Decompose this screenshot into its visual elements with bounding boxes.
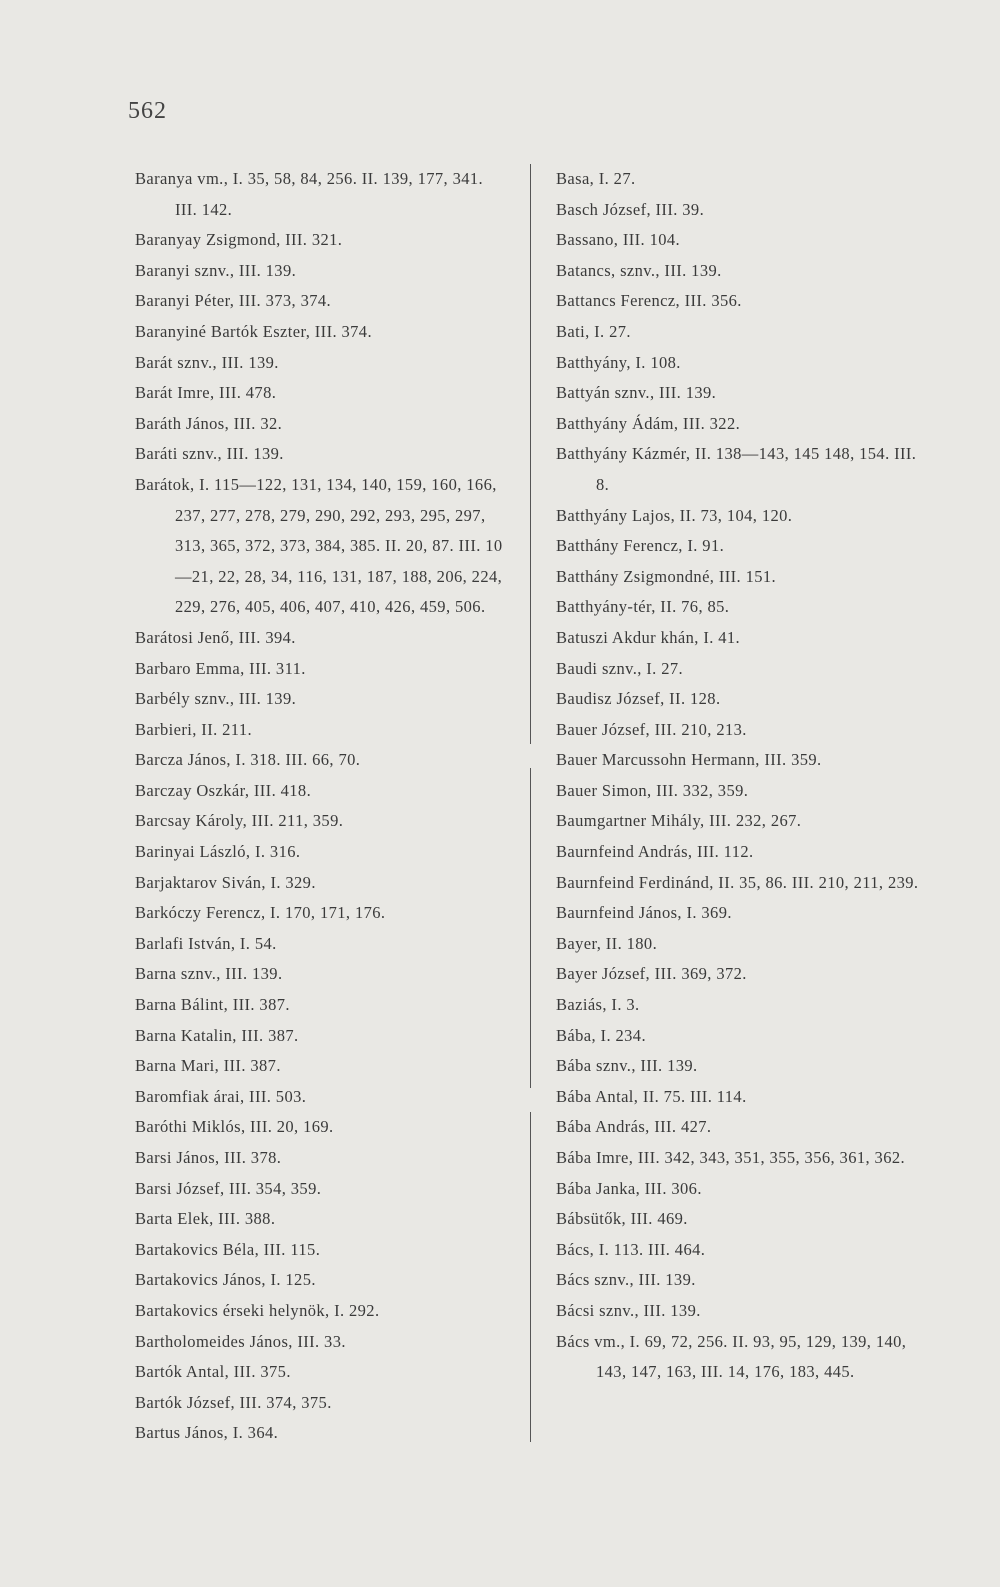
- index-entry: Bábsütők, III. 469.: [556, 1209, 688, 1229]
- index-entry: Baróthi Miklós, III. 20, 169.: [135, 1117, 334, 1137]
- index-entry: Basch József, III. 39.: [556, 199, 705, 219]
- index-entry: Baurnfeind András, III. 112.: [556, 842, 754, 862]
- index-entry: Barczay Oszkár, III. 418.: [135, 780, 312, 800]
- index-entry: Bába sznv., III. 139.: [556, 1056, 698, 1076]
- index-entry: Baudi sznv., I. 27.: [556, 658, 684, 678]
- index-entry: Barsi János, III. 378.: [135, 1148, 282, 1167]
- index-entry: Baráth János, III. 32.: [135, 413, 283, 433]
- index-column-right: [556, 164, 926, 1388]
- index-entry: Batthyány Lajos, II. 73, 104, 120.: [556, 505, 793, 525]
- index-entry: Barinyai László, I. 316.: [135, 842, 301, 862]
- index-entry: Barlafi István, I. 54.: [135, 933, 277, 953]
- index-entry: Bayer József, III. 369, 372.: [556, 964, 747, 984]
- index-entry: Barátok, I. 115—122, 131, 134, 140, 159, 160, 166, 237, 277, 278, 279, 290, 292, 293, 295, 297, 313, 365, 372, 373, 384, 385. II. 20, 87. III. 10—21, 22, 28, 34, 116, 131, 187, 188, 206, 224, 229, 276, 405, 406, 407, 410, 426, 459, 506.: [135, 474, 503, 617]
- index-column-left: [135, 164, 505, 1449]
- index-entry: Basa, I. 27.: [556, 169, 636, 188]
- index-entry: Barát sznv., III. 139.: [135, 352, 279, 372]
- index-entry: Baromfiak árai, III. 503.: [135, 1086, 307, 1106]
- index-entry: Bács vm., I. 69, 72, 256. II. 93, 95, 129, 139, 140, 143, 147, 163, III. 14, 176, 183, 445.: [556, 1331, 907, 1382]
- index-entry: Barátosi Jenő, III. 394.: [135, 627, 296, 647]
- index-entry: Batthyány-tér, II. 76, 85.: [556, 597, 730, 617]
- index-entry: Batthyány Ádám, III. 322.: [556, 413, 741, 433]
- index-entry: Baranya vm., I. 35, 58, 84, 256. II. 139, 177, 341. III. 142.: [135, 169, 484, 219]
- index-entry: Batthyány Kázmér, II. 138—143, 145 148, 154. III. 8.: [556, 444, 917, 494]
- index-entry: Bartakovics érseki helynök, I. 292.: [135, 1300, 380, 1320]
- index-entry: Baurnfeind Ferdinánd, II. 35, 86. III. 210, 211, 239.: [556, 872, 919, 892]
- index-entry: Bába András, III. 427.: [556, 1117, 712, 1137]
- index-entry: Baudisz József, II. 128.: [556, 689, 721, 709]
- index-entry: Bartók József, III. 374, 375.: [135, 1392, 332, 1412]
- index-entry: Baranyay Zsigmond, III. 321.: [135, 230, 343, 250]
- index-entry: Barkóczy Ferencz, I. 170, 171, 176.: [135, 903, 386, 923]
- index-entry: Barát Imre, III. 478.: [135, 383, 277, 403]
- index-entry: Barbieri, II. 211.: [135, 719, 253, 739]
- index-entry: Baranyi Péter, III. 373, 374.: [135, 291, 332, 311]
- index-entry: Bartakovics János, I. 125.: [135, 1270, 316, 1290]
- index-entry: Batthány Ferencz, I. 91.: [556, 536, 725, 556]
- index-entry: Baranyiné Bartók Eszter, III. 374.: [135, 321, 372, 341]
- page-number: 562: [128, 98, 167, 124]
- index-entry: Batthyány, I. 108.: [556, 352, 681, 372]
- index-entry: Bartholomeides János, III. 33.: [135, 1331, 346, 1351]
- index-entry: Barcsay Károly, III. 211, 359.: [135, 811, 344, 831]
- index-entry: Bába, I. 234.: [556, 1025, 646, 1045]
- index-entry: Baranyi sznv., III. 139.: [135, 260, 297, 280]
- index-entry: Bács, I. 113. III. 464.: [556, 1239, 706, 1259]
- index-entry: Barbély sznv., III. 139.: [135, 689, 297, 709]
- index-entry: Barna Katalin, III. 387.: [135, 1025, 299, 1045]
- index-entry: Bauer Simon, III. 332, 359.: [556, 780, 749, 800]
- index-entry: Battyán sznv., III. 139.: [556, 383, 717, 403]
- index-entry: Bayer, II. 180.: [556, 933, 658, 953]
- index-entry: Bács sznv., III. 139.: [556, 1270, 696, 1290]
- index-entry: Bati, I. 27.: [556, 321, 631, 341]
- index-entry: Bába Antal, II. 75. III. 114.: [556, 1086, 747, 1106]
- index-entry: Batuszi Akdur khán, I. 41.: [556, 627, 741, 647]
- index-entry: Barsi József, III. 354, 359.: [135, 1178, 322, 1198]
- index-entry: Baziás, I. 3.: [556, 995, 640, 1015]
- index-entry: Bácsi sznv., III. 139.: [556, 1300, 701, 1320]
- index-entry: Barna sznv., III. 139.: [135, 964, 283, 984]
- index-entry: Barjaktarov Siván, I. 329.: [135, 872, 316, 892]
- index-entry: Bába Imre, III. 342, 343, 351, 355, 356, 361, 362.: [556, 1148, 906, 1167]
- index-entry: Batancs, sznv., III. 139.: [556, 260, 722, 280]
- index-entry: Barna Bálint, III. 387.: [135, 995, 290, 1015]
- index-entry: Bartakovics Béla, III. 115.: [135, 1239, 321, 1259]
- index-entry: Bartus János, I. 364.: [135, 1423, 279, 1443]
- index-entry: Baumgartner Mihály, III. 232, 267.: [556, 811, 802, 831]
- index-entry: Baráti sznv., III. 139.: [135, 444, 284, 464]
- index-entry: Bába Janka, III. 306.: [556, 1178, 702, 1198]
- index-entry: Battancs Ferencz, III. 356.: [556, 291, 742, 311]
- index-entry: Baurnfeind János, I. 369.: [556, 903, 732, 923]
- index-entry: Barta Elek, III. 388.: [135, 1209, 276, 1229]
- index-entry: Bauer Marcussohn Hermann, III. 359.: [556, 750, 822, 770]
- index-entry: Bassano, III. 104.: [556, 230, 681, 250]
- index-entry: Bartók Antal, III. 375.: [135, 1362, 291, 1382]
- index-entry: Barcza János, I. 318. III. 66, 70.: [135, 750, 361, 770]
- column-divider: [530, 164, 531, 744]
- index-entry: Barbaro Emma, III. 311.: [135, 658, 306, 678]
- column-divider: [530, 768, 531, 1088]
- index-entry: Batthány Zsigmondné, III. 151.: [556, 566, 777, 586]
- index-entry: Bauer József, III. 210, 213.: [556, 719, 747, 739]
- column-divider: [530, 1112, 531, 1442]
- index-entry: Barna Mari, III. 387.: [135, 1056, 281, 1076]
